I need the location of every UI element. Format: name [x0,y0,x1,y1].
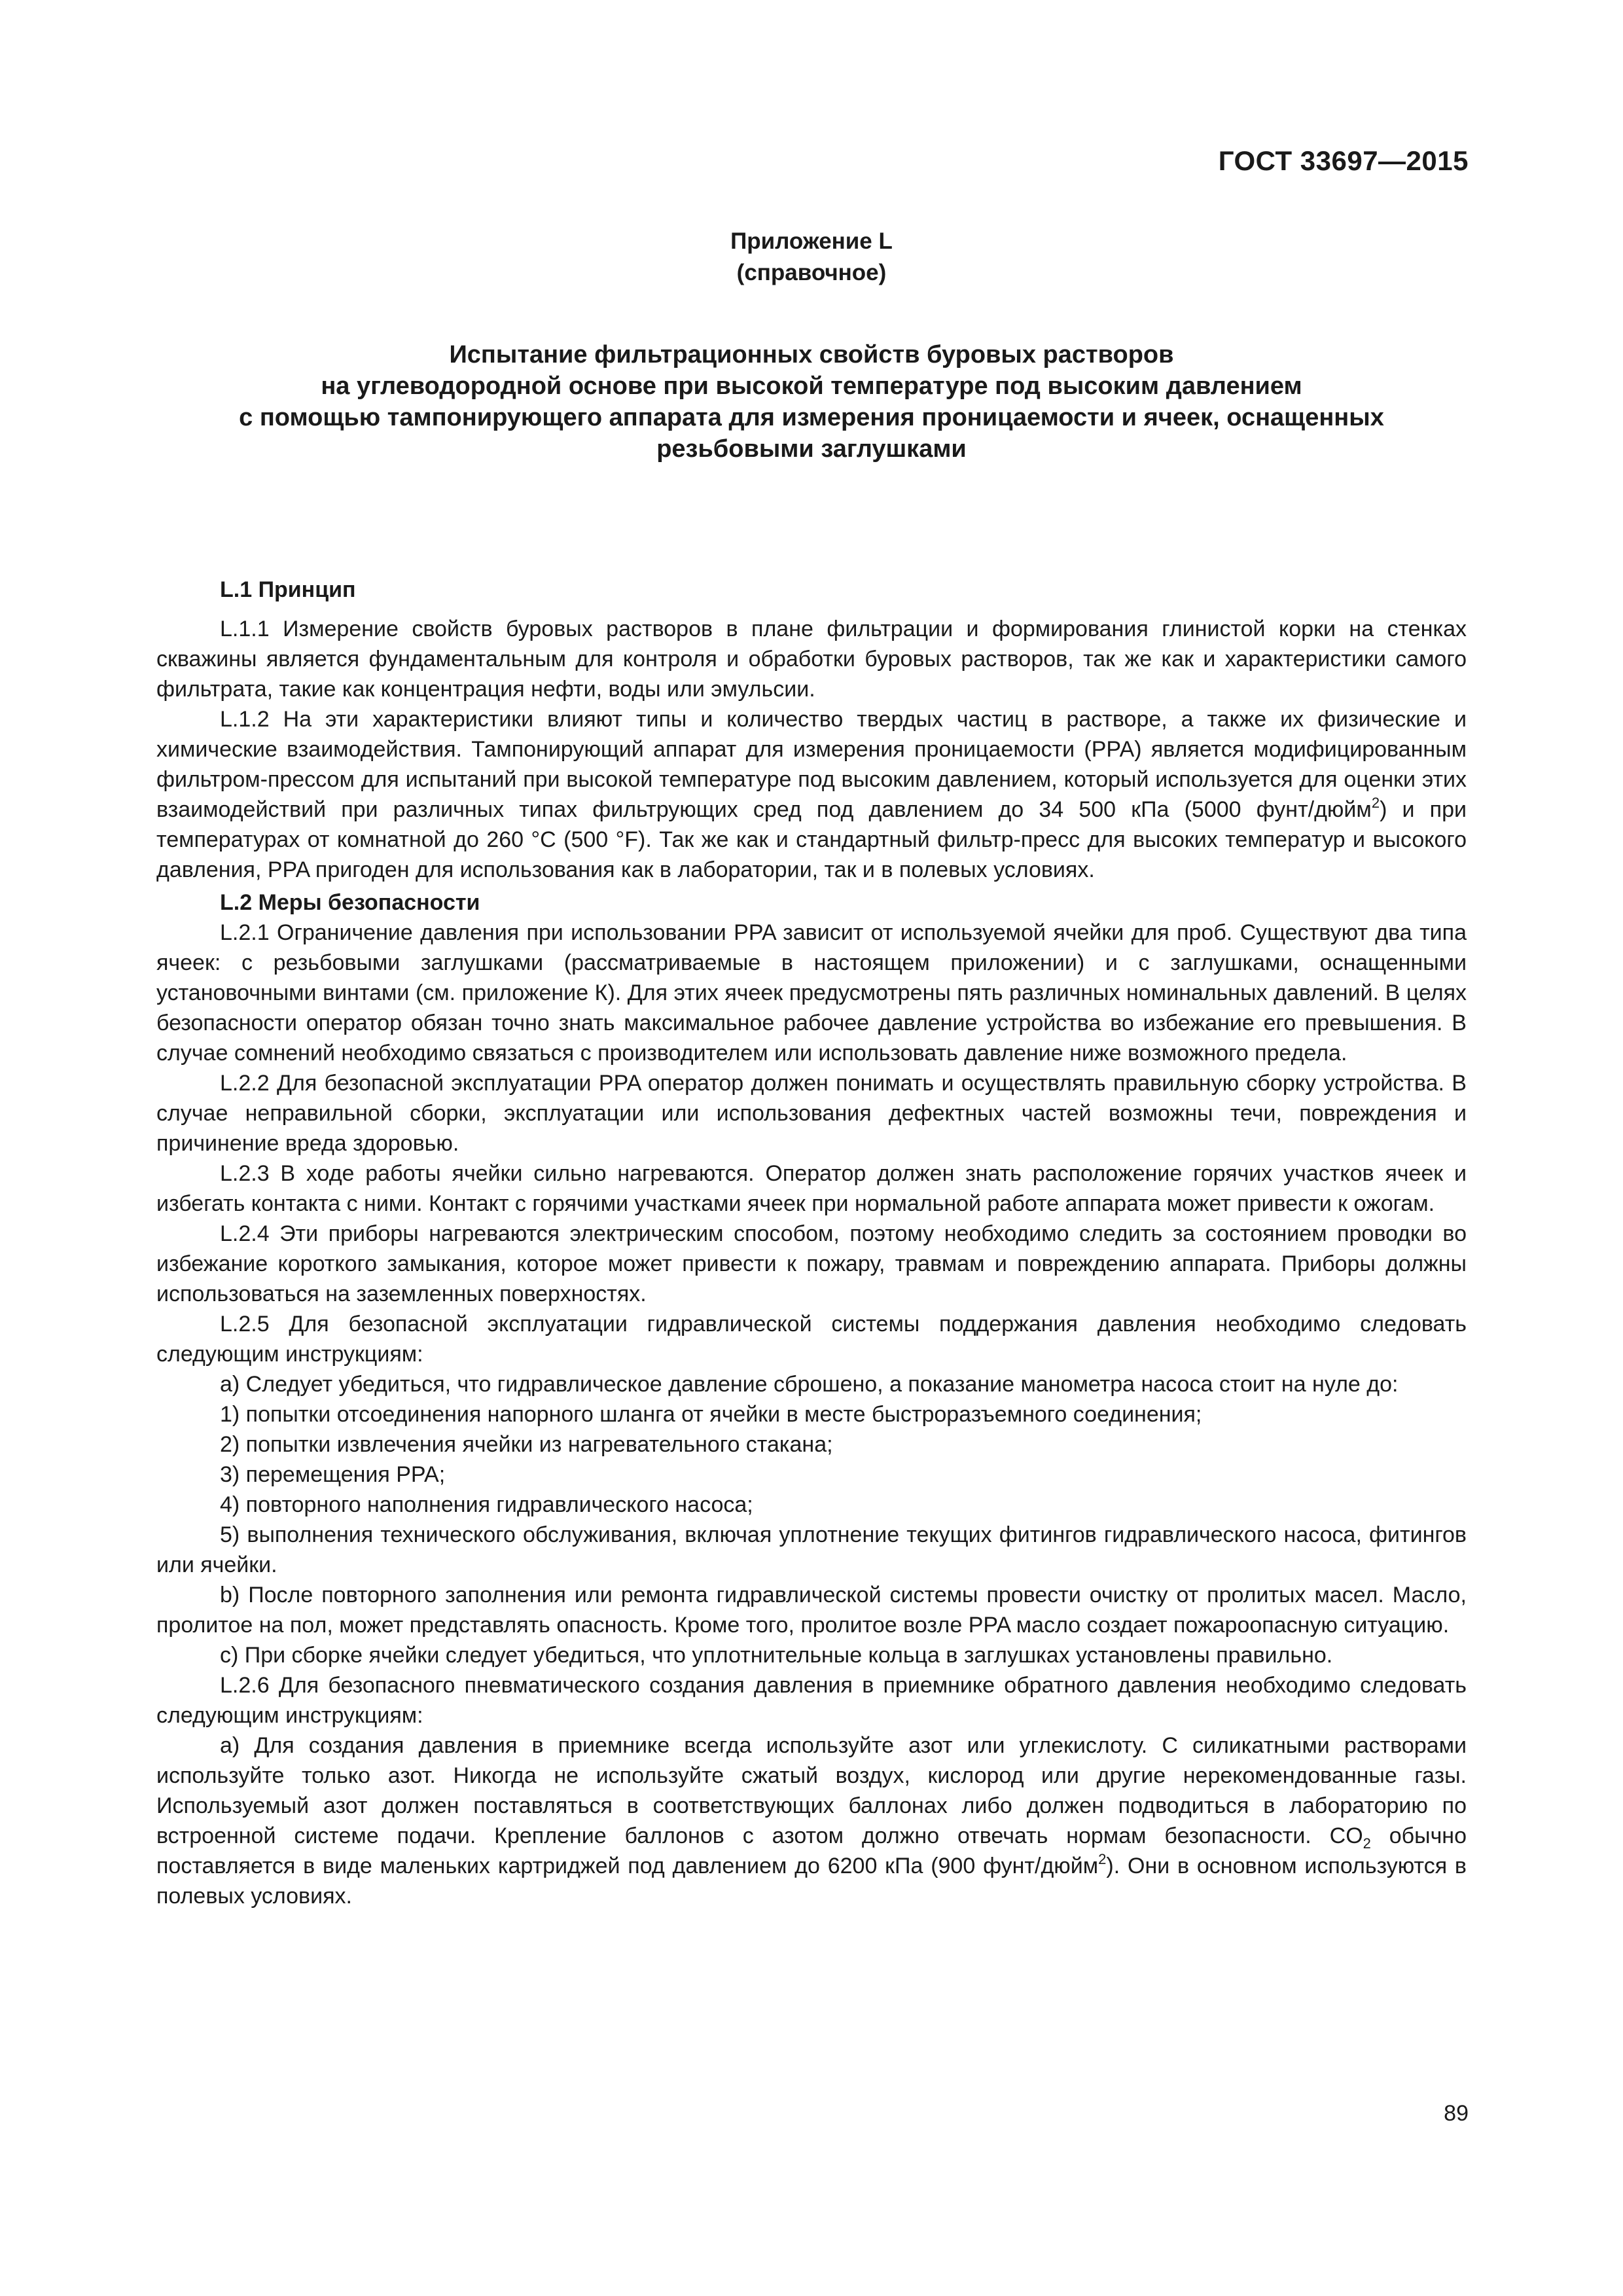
list-item [156,1731,1467,1911]
list-item: с) При сборке ячейки следует убедиться, что уплотнительные кольца в заглушках установлены правильно. [220,1643,1333,1668]
list-item: 3) перемещения PPA; [220,1462,446,1487]
section-heading: L.2 Меры безопасности [220,890,480,915]
paragraph: L.2.2 Для безопасной эксплуатации PPA оператор должен понимать и осуществлять правильную сборку устройства. В случае неправильной сборки, эксплуатации или использования дефектных частей возможны течи, повреждения и причинение вреда здоровью. [156,1071,1467,1156]
list-item: 4) повторного наполнения гидравлического насоса; [220,1492,753,1517]
list-item: 1) попытки отсоединения напорного шланга от ячейки в месте быстроразъемного соединения; [220,1402,1202,1427]
paragraph: L.1.1 Измерение свойств буровых растворов в плане фильтрации и формирования глинистой корки на стенках скважины является фундаментальным для контроля и обработки буровых растворов, так же как и характеристики самого фильтрата, такие как концентрация нефти, воды или эмульсии. [156,617,1467,702]
paragraph [156,704,1467,885]
paragraph-text: а) Для создания давления в приемнике всегда используйте азот или углекислоту. С силикатными растворами используйте только азот. Никогда не используйте сжатый воздух, кислород или другие нерекомендованные газы. Используемый азот должен поставляться в соответствующих баллонах либо должен подводиться в лабораторию по встроенной системе подачи. Крепление баллонов с азотом должно отвечать нормам безопасности. CO [156,1733,1467,1848]
section-heading: L.1 Принцип [220,577,356,602]
title-line: Испытание фильтрационных свойств буровых растворов [449,341,1174,368]
superscript: 2 [1098,1851,1107,1867]
list-item: 5) выполнения технического обслуживания, включая уплотнение текущих фитингов гидравлического насоса, фитингов или ячейки. [156,1522,1467,1577]
title-line: на углеводородной основе при высокой температуре под высоким давлением [321,372,1302,400]
document-title [196,339,1427,465]
list-item: а) Следует убедиться, что гидравлическое давление сброшено, а показание манометра насоса стоит на нуле до: [220,1372,1399,1397]
list-item: b) После повторного заполнения или ремонта гидравлической системы провести очистку от пролитых масел. Масло, пролитое на пол, может представлять опасность. Кроме того, пролитое возле PPA масло создает пожароопасную ситуацию. [156,1583,1467,1638]
superscript: 2 [1371,795,1380,811]
paragraph: L.2.3 В ходе работы ячейки сильно нагреваются. Оператор должен знать расположение горячих участков ячеек и избегать контакта с ними. Контакт с горячими участками ячеек при нормальной работе аппарата может привести к ожогам. [156,1161,1467,1216]
paragraph: L.2.5 Для безопасной эксплуатации гидравлической системы поддержания давления необходимо следовать следующим инструкциям: [156,1312,1467,1367]
title-line: резьбовыми заглушками [656,435,967,463]
paragraph: L.2.6 Для безопасного пневматического создания давления в приемнике обратного давления необходимо следовать следующим инструкциям: [156,1673,1467,1728]
document-body [156,575,1467,1911]
appendix-status: (справочное) [736,260,887,285]
standard-id: ГОСТ 33697—2015 [1218,145,1469,176]
appendix-heading [0,226,1623,289]
paragraph-text: обычно поставляется в виде маленьких картриджей под давлением до 6200 кПа (900 фунт/дюйм [156,1823,1467,1878]
paragraph: L.2.4 Эти приборы нагреваются электрическим способом, поэтому необходимо следить за состоянием проводки во избежание короткого замыкания, которое может привести к пожару, травмам и повреждению аппарата. Приборы должны использоваться на заземленных поверхностях. [156,1221,1467,1306]
subscript: 2 [1363,1835,1371,1852]
paragraph-text: ) и при температурах от комнатной до 260 °С (500 °F). Так же как и стандартный фильтр-пресс для высоких температур и высокого давления, PPA пригоден для использования как в лаборатории, так и в полевых условиях. [156,797,1467,882]
appendix-label: Приложение L [730,228,893,254]
paragraph-text: ). Они в основном используются в полевых условиях. [156,1854,1467,1909]
list-item: 2) попытки извлечения ячейки из нагревательного стакана; [220,1432,833,1457]
title-line: с помощью тампонирующего аппарата для измерения проницаемости и ячеек, оснащенных [239,404,1384,431]
paragraph-text: L.1.2 На эти характеристики влияют типы и количество твердых частиц в растворе, а также их физические и химические взаимодействия. Тампонирующий аппарат для измерения проницаемости (PPA) является модифицированным фильтром-прессом для испытаний при высокой температуре под высоким давлением, который используется для оценки этих взаимодействий при различных типах фильтрующих сред под давлением до 34 500 кПа (5000 фунт/дюйм [156,707,1467,822]
page-number: 89 [1444,2101,1469,2126]
paragraph: L.2.1 Ограничение давления при использовании PPA зависит от используемой ячейки для проб. Существуют два типа ячеек: с резьбовыми заглушками (рассматриваемые в настоящем приложении) и с заглушками, оснащенными установочными винтами (см. приложение К). Для этих ячеек предусмотрены пять различных номинальных давлений. В целях безопасности оператор обязан точно знать максимальное рабочее давление устройства во избежание его превышения. В случае сомнений необходимо связаться с производителем или использовать давление ниже возможного предела. [156,920,1467,1066]
